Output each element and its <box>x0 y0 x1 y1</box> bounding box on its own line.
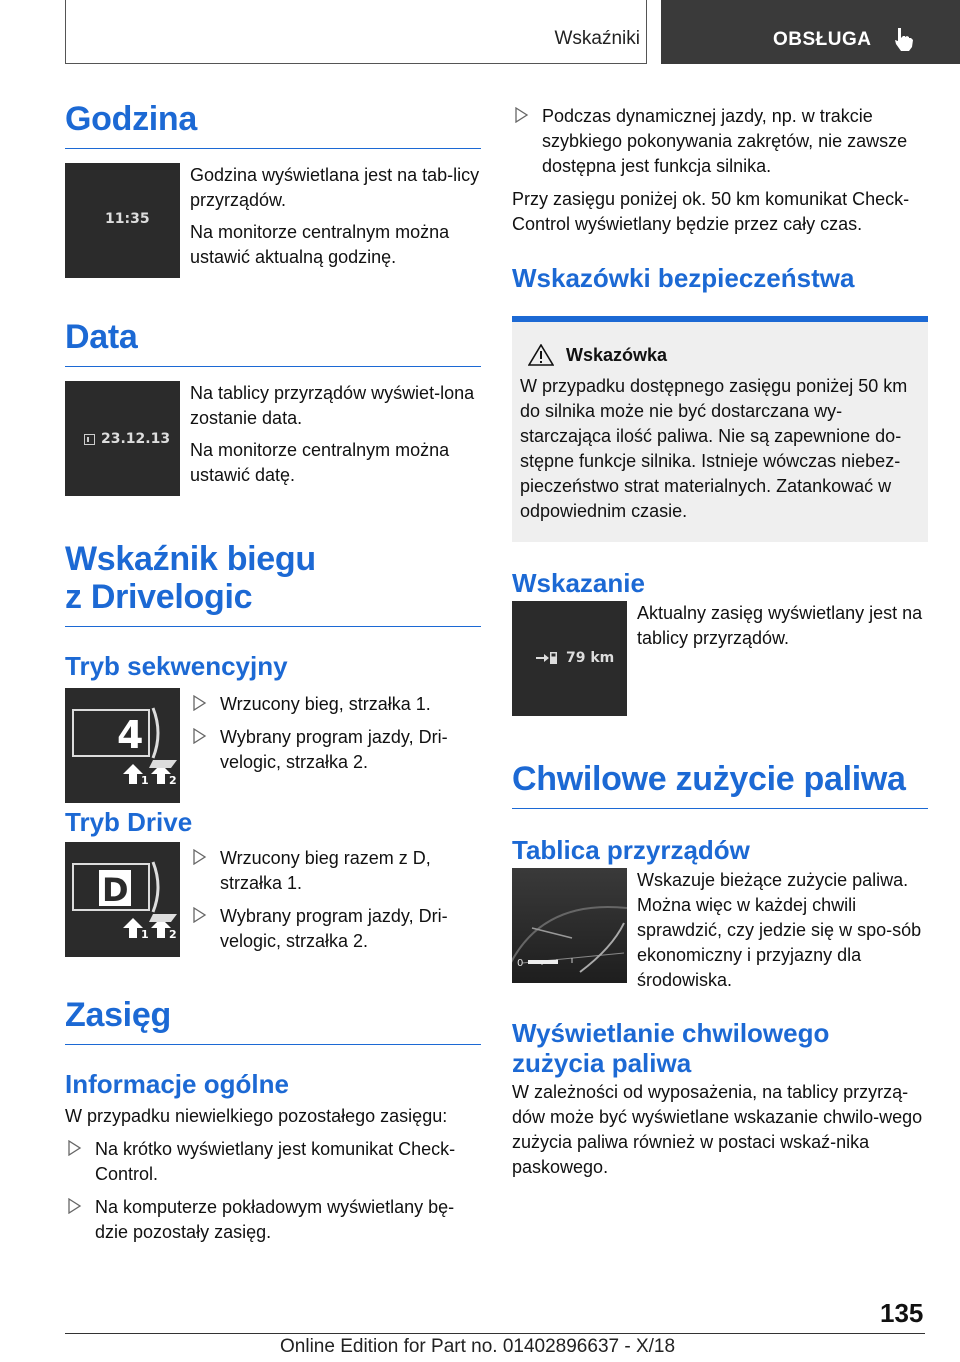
drive-block <box>65 842 481 962</box>
zasieg-bullet-1: Na krótko wyświetlany jest komunikat Check-Control. <box>95 1139 456 1184</box>
warning-title <box>528 344 920 366</box>
heading-tryb-drive: Tryb Drive <box>65 807 193 837</box>
right-column <box>512 104 928 1180</box>
drive-bullet-1: Wrzucony bieg razem z D, strzałka 1. <box>220 848 431 893</box>
heading-line-2: z Drivelogic <box>65 578 253 616</box>
seq-bullet-2: Wybrany program jazdy, Dri-velogic, strzałka 2. <box>220 727 448 772</box>
warning-text: W przypadku dostępnego zasięgu poniżej 50 km do silnika może nie być dostarczana wy-starczająca ilość paliwa. Nie są zapewnione do-stępne funkcje silnika. Istnieje wówczas niebez-pieczeństwo strat materialnych. Zatankować w odpowiednim czasie. <box>520 376 908 521</box>
heading-line-2: zużycia paliwa <box>512 1048 692 1078</box>
gear-arrow-2-label: 2 <box>169 774 177 787</box>
list-item <box>190 846 481 896</box>
list-item <box>190 904 481 954</box>
warning-title-label: Wskazówka <box>566 344 668 365</box>
clock-display-value: 11:35 <box>105 211 150 227</box>
wskazanie-block <box>512 601 928 716</box>
range-display-value: 79 km <box>566 650 615 666</box>
gear-arrow-2-label: 2 <box>169 928 177 941</box>
heading-wyswietlanie-chwilowego <box>512 1018 928 1078</box>
footer-edition: Online Edition for Part no. 01402896637 - X/18 <box>280 1336 676 1357</box>
zasieg-bullet-2: Na komputerze pokładowym wyświetlany bę-dzie pozostały zasięg. <box>95 1197 455 1242</box>
drive-gear-graphic <box>65 842 180 957</box>
heading-zasieg: Zasięg <box>65 996 481 1045</box>
tablica-text: Wskazuje bieżące zużycie paliwa. Można więc w każdej chwili sprawdzić, czy jedzie się w spo-sób ekonomiczny i przyjazny dla środowiska. <box>637 870 922 990</box>
zasieg-note: Przy zasięgu poniżej ok. 50 km komunikat Check-Control wyświetlany będzie przez cały czas. <box>512 189 910 234</box>
heading-informacje-ogolne: Informacje ogólne <box>65 1069 289 1099</box>
heading-chwilowe-zuzycie: Chwilowe zużycie paliwa <box>512 760 928 809</box>
footer-rule <box>65 1333 925 1334</box>
fuel-pump-icon <box>536 651 560 665</box>
warning-triangle-icon <box>528 344 554 366</box>
sequential-gear-image <box>65 688 180 803</box>
chapter-tab[interactable] <box>661 0 960 64</box>
list-item <box>65 1137 481 1187</box>
data-block <box>65 381 481 496</box>
triangle-bullet-icon <box>193 728 207 744</box>
section-title: Wskaźniki <box>554 28 640 49</box>
consumption-gauge-graphic <box>512 868 627 983</box>
left-column <box>65 100 481 1253</box>
heading-wskazowki-bezpieczenstwa: Wskazówki bezpieczeństwa <box>512 263 855 293</box>
list-item <box>65 1195 481 1245</box>
godzina-text-2: Na monitorze centralnym można ustawić aktualną godzinę. <box>190 222 450 267</box>
wskazanie-text: Aktualny zasięg wyświetlany jest na tablicy przyrządów. <box>637 603 923 648</box>
heading-wskazanie: Wskazanie <box>512 568 645 598</box>
gear-arrow-1-label: 1 <box>141 928 149 941</box>
drive-gear-image <box>65 842 180 957</box>
godzina-text-1: Godzina wyświetlana jest na tab-licy przyrządów. <box>190 165 480 210</box>
hand-pointer-icon <box>893 26 915 52</box>
date-display-image <box>65 381 180 496</box>
gauge-zero-label: 0 <box>517 958 524 969</box>
heading-line-1: Wyświetlanie chwilowego <box>512 1018 830 1048</box>
heading-godzina: Godzina <box>65 100 481 149</box>
heading-tryb-sekwencyjny: Tryb sekwencyjny <box>65 651 288 681</box>
triangle-bullet-icon <box>193 907 207 923</box>
clock-display-image <box>65 163 180 278</box>
triangle-bullet-icon <box>68 1140 82 1156</box>
calendar-icon <box>84 433 95 445</box>
heading-tablica-przyrzadow: Tablica przyrządów <box>512 835 750 865</box>
page-number: 135 <box>880 1298 924 1328</box>
zasieg-bullet-3: Podczas dynamicznej jazdy, np. w trakcie szybkiego pokonywania zakrętów, nie zawsze dostępna jest funkcja silnika. <box>542 106 908 176</box>
heading-data: Data <box>65 318 481 367</box>
list-item <box>190 692 481 717</box>
heading-wskaznik-biegu <box>65 540 481 627</box>
gear-display-4: 4 <box>117 713 144 757</box>
instrument-cluster-image <box>512 868 627 983</box>
triangle-bullet-icon <box>193 695 207 711</box>
data-text-2: Na monitorze centralnym można ustawić datę. <box>190 440 450 485</box>
chapter-tab-label: OBSŁUGA <box>773 29 872 50</box>
triangle-bullet-icon <box>193 849 207 865</box>
triangle-bullet-icon <box>68 1198 82 1214</box>
range-display-image <box>512 601 627 716</box>
seq-block <box>65 688 481 803</box>
zasieg-intro: W przypadku niewielkiego pozostałego zasięgu: <box>65 1106 448 1126</box>
triangle-bullet-icon <box>515 107 529 123</box>
list-item <box>190 725 481 775</box>
sequential-gear-graphic <box>65 688 180 803</box>
data-text-1: Na tablicy przyrządów wyświet-lona zostanie data. <box>190 383 475 428</box>
gear-arrow-1-label: 1 <box>141 774 149 787</box>
date-display-value: 23.12.13 <box>101 431 171 447</box>
heading-line-1: Wskaźnik biegu <box>65 540 316 578</box>
warning-note <box>512 322 928 542</box>
tablica-block <box>512 868 928 1000</box>
gear-display-d: D <box>102 871 129 909</box>
wyswietlanie-text: W zależności od wyposażenia, na tablicy przyrzą-dów może być wyświetlane wskazanie chwilo-wego zużycia paliwa również w postaci wskaź-nika paskowego. <box>512 1082 923 1177</box>
godzina-block <box>65 163 481 278</box>
seq-bullet-1: Wrzucony bieg, strzałka 1. <box>220 694 431 714</box>
drive-bullet-2: Wybrany program jazdy, Dri-velogic, strzałka 2. <box>220 906 448 951</box>
list-item <box>512 104 928 179</box>
